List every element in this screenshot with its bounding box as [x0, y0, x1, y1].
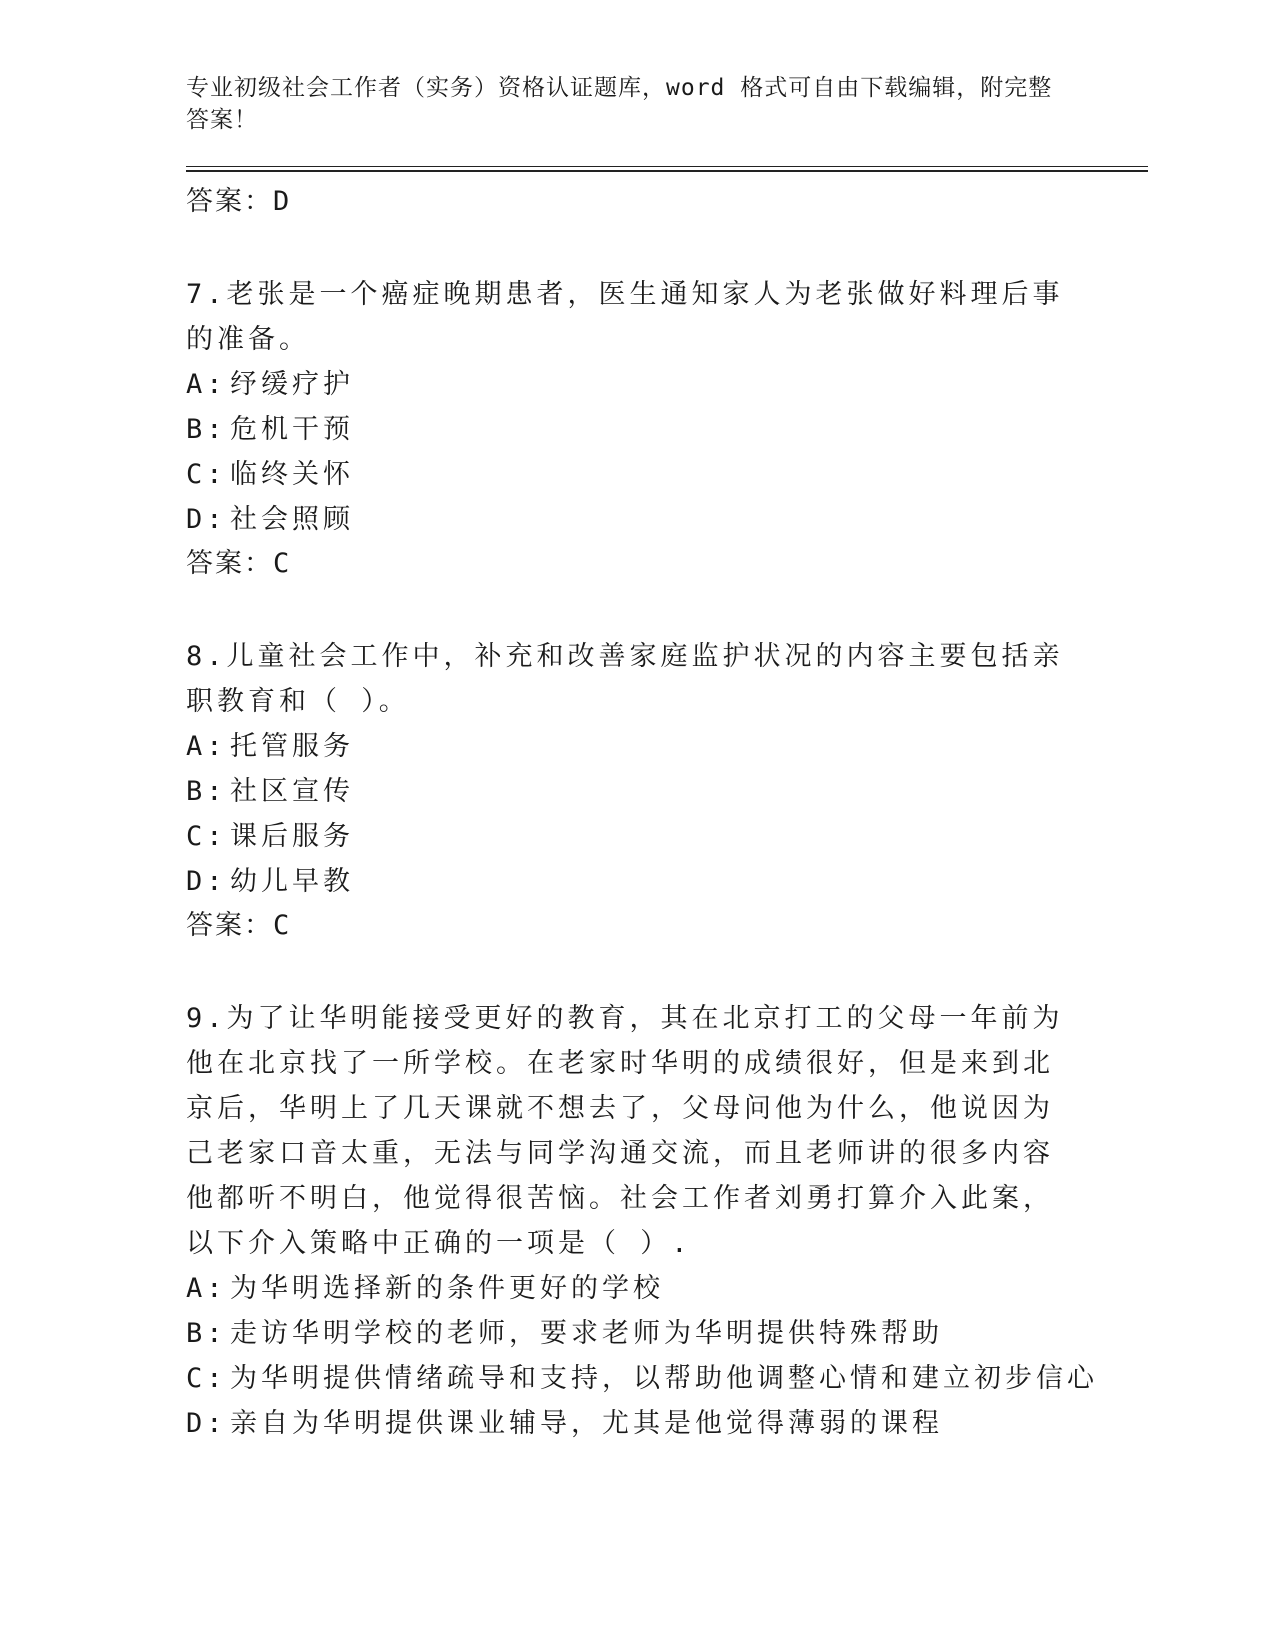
option-d [186, 497, 1146, 542]
option-d [186, 1401, 1146, 1446]
option-key: C: [186, 1363, 227, 1394]
option-key: A: [186, 731, 227, 762]
option-text: 托管服务 [230, 731, 354, 762]
question-8 [186, 634, 1146, 948]
option-key: D: [186, 866, 227, 897]
option-b [186, 407, 1146, 452]
option-a [186, 1266, 1146, 1311]
header-rule-thick [186, 170, 1148, 172]
option-key: D: [186, 1408, 227, 1439]
option-key: C: [186, 821, 227, 852]
question-text: 7.老张是一个癌症晚期患者，医生通知家人为老张做好料理后事的准备。 [186, 279, 1064, 355]
option-key: A: [186, 369, 227, 400]
question-text: 9.为了让华明能接受更好的教育，其在北京打工的父母一年前为他在北京找了一所学校。在老家时华明的成绩很好，但是来到北京后，华明上了几天课就不想去了，父母问他为什么，他说因为己老家口音太重，无法与同学沟通交流，而且老师讲的很多内容他都听不明白，他觉得很苦恼。社会工作者刘勇打算介入此案，以下介入策略中正确的一项是（ ）. [186, 1003, 1064, 1259]
question-7 [186, 272, 1146, 586]
option-key: C: [186, 459, 227, 490]
header-rule-thin [186, 166, 1148, 167]
option-a [186, 362, 1146, 407]
option-text: 走访华明学校的老师，要求老师为华明提供特殊帮助 [230, 1318, 943, 1349]
document-page [186, 72, 1146, 1446]
option-c [186, 1356, 1146, 1401]
option-text: 社会照顾 [230, 504, 354, 535]
option-key: A: [186, 1273, 227, 1304]
option-b [186, 769, 1146, 814]
option-key: B: [186, 414, 227, 445]
option-c [186, 814, 1146, 859]
header-note: 专业初级社会工作者（实务）资格认证题库，word 格式可自由下载编辑，附完整答案！ [186, 75, 1053, 133]
option-text: 临终关怀 [230, 459, 354, 490]
previous-answer: 答案：D [186, 186, 292, 217]
option-text: 纾缓疗护 [230, 369, 354, 400]
option-text: 危机干预 [230, 414, 354, 445]
option-text: 亲自为华明提供课业辅导，尤其是他觉得薄弱的课程 [230, 1408, 943, 1439]
answer: 答案：C [186, 910, 292, 941]
option-a [186, 724, 1146, 769]
option-key: B: [186, 776, 227, 807]
option-text: 为华明提供情绪疏导和支持，以帮助他调整心情和建立初步信心 [230, 1363, 1098, 1394]
option-text: 为华明选择新的条件更好的学校 [230, 1273, 664, 1304]
option-key: D: [186, 504, 227, 535]
option-text: 幼儿早教 [230, 866, 354, 897]
option-c [186, 452, 1146, 497]
option-key: B: [186, 1318, 227, 1349]
question-9 [186, 996, 1146, 1446]
question-text: 8.儿童社会工作中，补充和改善家庭监护状况的内容主要包括亲职教育和（ ）。 [186, 641, 1064, 717]
option-text: 社区宣传 [230, 776, 354, 807]
option-text: 课后服务 [230, 821, 354, 852]
option-b [186, 1311, 1146, 1356]
answer: 答案：C [186, 548, 292, 579]
option-d [186, 859, 1146, 904]
